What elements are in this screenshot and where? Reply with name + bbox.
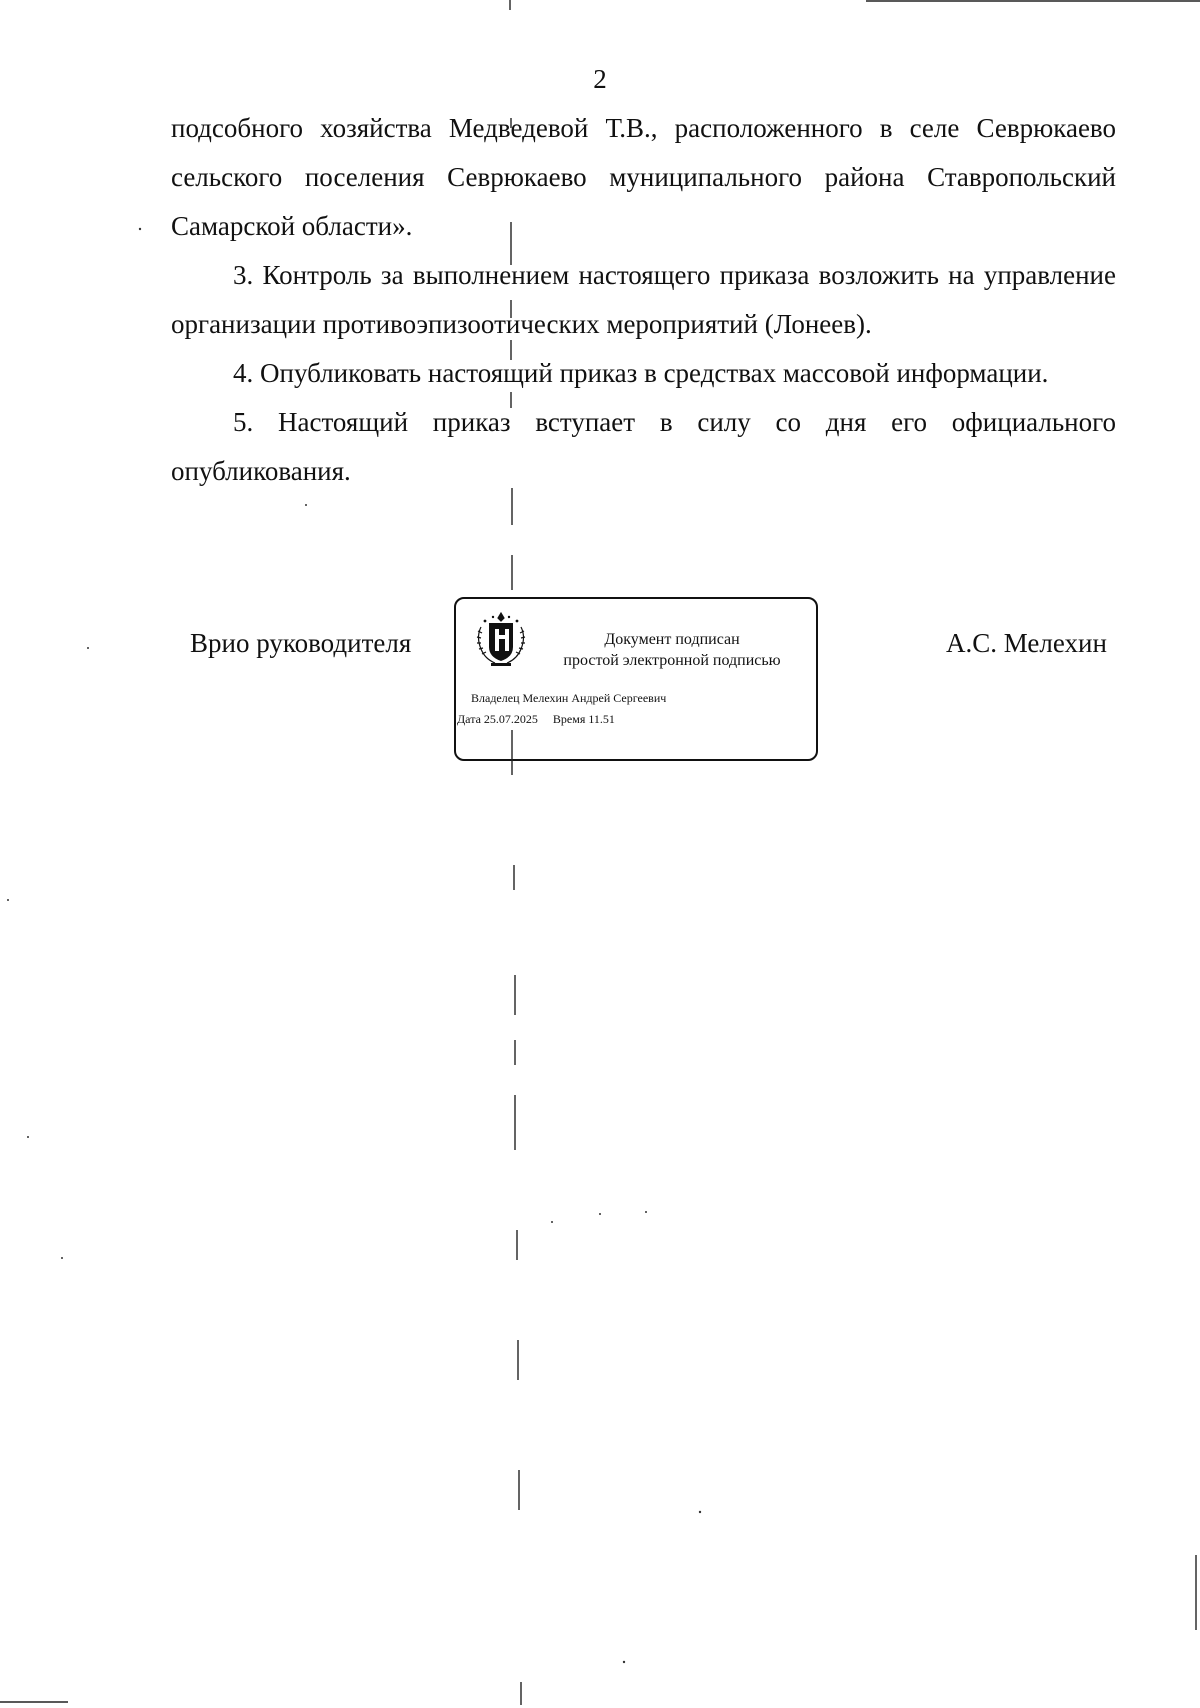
page-number: 2 [593, 64, 607, 94]
signatory-position: Врио руководителя [190, 628, 412, 658]
stamp-title [540, 629, 804, 671]
paragraph-continuation: подсобного хозяйства Медведевой Т.В., расположенного в селе Севрюкаево сельского поселения Севрюкаево муниципального района Ставропольский Самарской области». [171, 113, 1116, 241]
stamp-owner: Владелец Мелехин Андрей Сергеевич [471, 691, 667, 705]
stamp-title-line-2: простой электронной подписью [563, 652, 781, 669]
signatory-name: А.С. Мелехин [946, 628, 1107, 658]
paragraph-item-5: 5. Настоящий приказ вступает в силу со дня его официального опубликования. [171, 407, 1116, 486]
stamp-title-line-1: Документ подписан [604, 631, 740, 648]
document-body [171, 104, 1116, 496]
stamp-date: Дата 25.07.2025 [457, 712, 538, 726]
stamp-datetime [457, 712, 615, 727]
paragraph-item-3: 3. Контроль за выполнением настоящего приказа возложить на управление организации противоэпизоотических мероприятий (Лонеев). [171, 260, 1116, 339]
stamp-time: Время 11.51 [552, 712, 615, 726]
coat-of-arms-icon [473, 609, 529, 669]
electronic-signature-stamp [454, 597, 818, 761]
paragraph-item-4: 4. Опубликовать настоящий приказ в средствах массовой информации. [233, 358, 1049, 388]
